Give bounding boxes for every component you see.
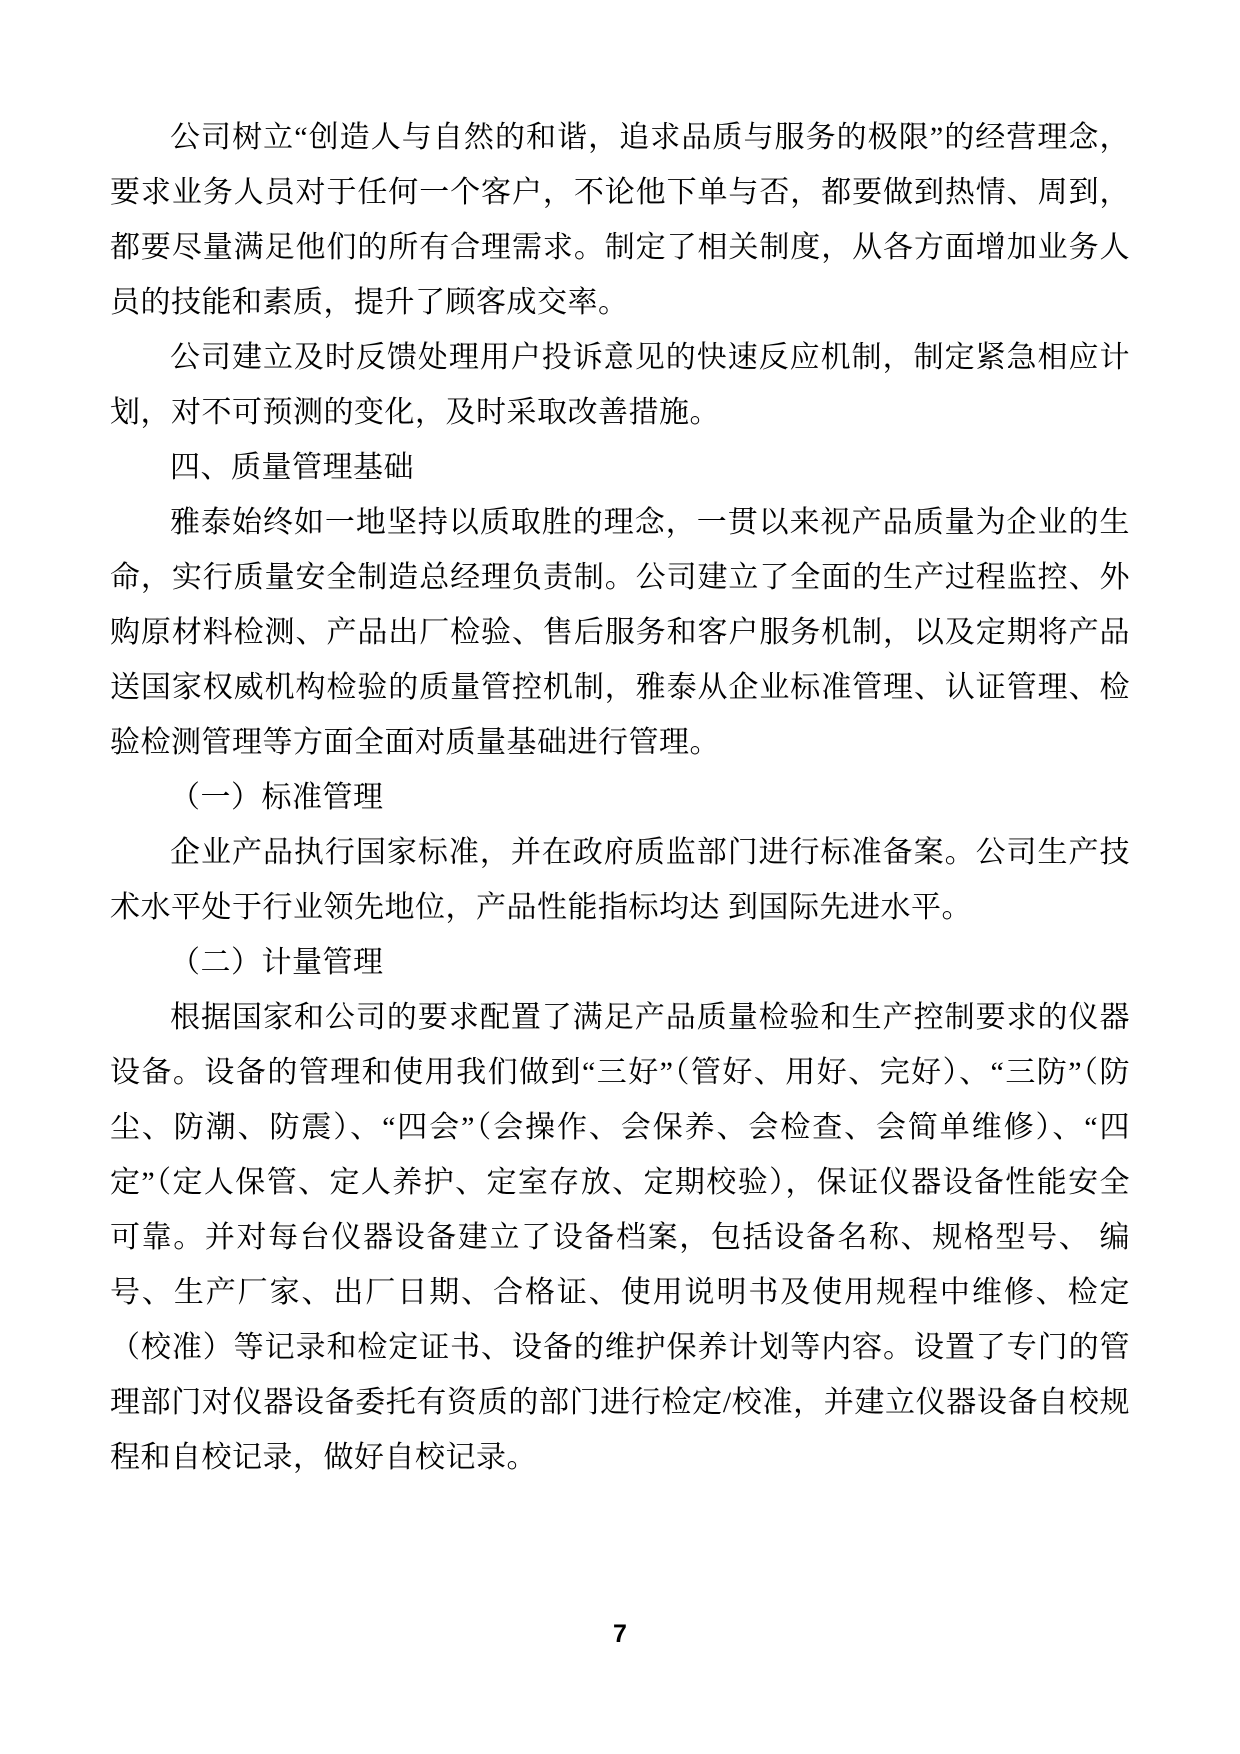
paragraph-quality-overview: 雅泰始终如一地坚持以质取胜的理念，一贯以来视产品质量为企业的生命，实行质量安全制造总经理负责制。公司建立了全面的生产过程监控、外购原材料检测、产品出厂检验、售后服务和客户服务机制，以及定期将产品送国家权威机构检验的质量管控机制，雅泰从企业标准管理、认证管理、检验检测管理等方面全面对质量基础进行管理。 <box>110 506 1130 759</box>
paragraph-standard-management: 企业产品执行国家标准，并在政府质监部门进行标准备案。公司生产技术水平处于行业领先地位，产品性能指标均达 到国际先进水平。 <box>110 836 1130 924</box>
section-heading-quality-management: 四、质量管理基础 <box>170 451 414 484</box>
paragraph-business-philosophy: 公司树立“创造人与自然的和谐，追求品质与服务的极限”的经营理念，要求业务人员对于任何一个客户，不论他下单与否，都要做到热情、周到，都要尽量满足他们的所有合理需求。制定了相关制度，从各方面增加业务人员的技能和素质，提升了顾客成交率。 <box>110 121 1130 319</box>
subsection-heading-metrology-management: （二）计量管理 <box>170 946 384 979</box>
page-footer <box>0 1620 1240 1649</box>
document-body <box>110 110 1130 1485</box>
paragraph-metrology-management: 根据国家和公司的要求配置了满足产品质量检验和生产控制要求的仪器设备。设备的管理和使用我们做到“三好”（管好、用好、完好）、“三防”（防尘、防潮、防震）、“四会”（会操作、会保养、会检查、会简单维修）、“四定”（定人保管、定人养护、定室存放、定期校验），保证仪器设备性能安全可靠。并对每台仪器设备建立了设备档案，包括设备名称、规格型号、 编号、生产厂家、出厂日期、合格证、使用说明书及使用规程中维修、检定（校准）等记录和检定证书、设备的维护保养计划等内容。设置了专门的管理部门对仪器设备委托有资质的部门进行检定/校准，并建立仪器设备自校规程和自校记录，做好自校记录。 <box>110 1001 1130 1474</box>
subsection-heading-standard-management: （一）标准管理 <box>170 781 384 814</box>
paragraph-feedback-mechanism: 公司建立及时反馈处理用户投诉意见的快速反应机制，制定紧急相应计划，对不可预测的变化，及时采取改善措施。 <box>110 341 1130 429</box>
page-number: 7 <box>613 1620 627 1648</box>
